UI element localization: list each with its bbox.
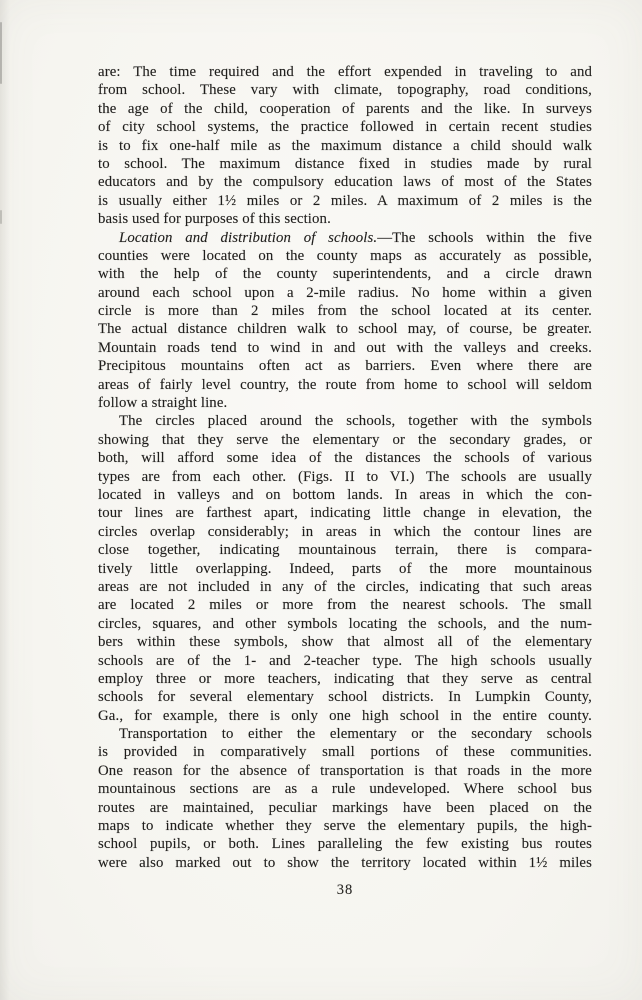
text-segment: The actual distance children walk to school may, of course, be greater.	[98, 321, 592, 338]
text-segment: were also marked out to show the territory located within 1½ miles	[98, 854, 592, 871]
text-segment: circle is more than 2 miles from the school located at its center.	[98, 303, 592, 320]
text-segment: are located 2 miles or more from the nearest schools. The small	[98, 597, 592, 614]
text-line	[98, 339, 592, 357]
text-line	[98, 63, 592, 81]
text-segment: Mountain roads tend to wind in and out with the valleys and creeks.	[98, 339, 592, 356]
text-line	[98, 284, 592, 302]
text-line	[98, 320, 592, 338]
text-segment: the age of the child, cooperation of parents and the like. In surveys	[98, 100, 592, 117]
text-line	[98, 449, 592, 467]
text-line	[98, 376, 592, 394]
text-line	[98, 835, 592, 853]
text-line	[98, 652, 592, 670]
text-line	[98, 394, 592, 412]
text-segment: circles overlap considerably; in areas in which the contour lines are	[98, 523, 592, 540]
text-segment: counties were located on the county maps as accurately as possible,	[98, 247, 592, 264]
paragraph	[98, 229, 592, 413]
text-segment: tour lines are farthest apart, indicating little change in elevation, the	[98, 505, 592, 522]
text-line	[98, 302, 592, 320]
text-segment: are: The time required and the effort expended in traveling to and	[98, 64, 592, 80]
text-segment: areas of fairly level country, the route from home to school will seldom	[98, 376, 592, 393]
paragraph	[98, 725, 592, 872]
text-segment: around each school upon a 2-mile radius. No home within a given	[98, 284, 592, 301]
text-segment: from school. These vary with climate, topography, road conditions,	[98, 82, 592, 99]
text-line	[98, 100, 592, 118]
text-segment: schools for several elementary school districts. In Lumpkin County,	[98, 689, 592, 706]
text-line	[98, 118, 592, 136]
text-segment: schools are of the 1- and 2-teacher type. The high schools usually	[98, 652, 592, 669]
text-segment: follow a straight line.	[98, 395, 228, 412]
text-line	[98, 523, 592, 541]
text-segment: with the help of the county superintendents, and a circle drawn	[98, 266, 592, 283]
text-line	[98, 412, 592, 430]
text-line	[98, 155, 592, 173]
text-segment: both, will afford some idea of the distances the schools of various	[98, 450, 592, 467]
text-line	[98, 247, 592, 265]
scan-edge-shadow	[0, 0, 10, 1000]
text-line	[98, 578, 592, 596]
text-segment: maps to indicate whether they serve the elementary pupils, the high-	[98, 818, 592, 835]
text-line	[98, 762, 592, 780]
text-segment: mountainous sections are as a rule undeveloped. Where school bus	[98, 781, 592, 798]
text-line	[98, 431, 592, 449]
text-segment: bers within these symbols, show that almost all of the elementary	[98, 634, 592, 651]
text-segment: is provided in comparatively small portions of these communities.	[98, 744, 592, 761]
text-line	[98, 725, 592, 743]
text-segment: areas are not included in any of the circles, indicating that such areas	[98, 578, 592, 595]
text-segment: of city school systems, the practice followed in certain recent studies	[98, 119, 592, 136]
text-segment: routes are maintained, peculiar markings have been placed on the	[98, 799, 592, 816]
page-number: 38	[336, 882, 354, 898]
text-segment: basis used for purposes of this section.	[98, 211, 331, 228]
text-line	[98, 468, 592, 486]
scan-edge-artifact	[0, 22, 2, 84]
text-line	[98, 229, 592, 247]
text-line	[98, 357, 592, 375]
text-line	[98, 486, 592, 504]
text-line	[98, 615, 592, 633]
text-segment: Ga., for example, there is only one high school in the entire county.	[98, 707, 592, 724]
text-line	[98, 854, 592, 872]
text-line	[98, 192, 592, 210]
text-segment: The circles placed around the schools, together with the symbols	[119, 413, 592, 430]
text-line	[98, 670, 592, 688]
text-line	[98, 81, 592, 99]
page-text-block	[98, 63, 592, 872]
text-segment: One reason for the absence of transportation is that roads in the more	[98, 762, 592, 779]
text-segment: close together, indicating mountainous terrain, there is compara-	[98, 542, 592, 559]
text-line	[98, 633, 592, 651]
text-segment: educators and by the compulsory education laws of most of the States	[98, 174, 592, 191]
paragraph	[98, 412, 592, 725]
text-line	[98, 780, 592, 798]
text-segment: school pupils, or both. Lines paralleling the few existing bus routes	[98, 836, 592, 853]
text-line	[98, 707, 592, 725]
text-segment: Transportation to either the elementary or the secondary schools	[119, 726, 592, 743]
text-line	[98, 817, 592, 835]
text-line	[98, 799, 592, 817]
text-segment: located in valleys and on bottom lands. In areas in which the con-	[98, 486, 592, 503]
text-line	[98, 688, 592, 706]
paragraph	[98, 63, 592, 229]
text-line	[98, 173, 592, 191]
text-line	[98, 560, 592, 578]
text-segment: employ three or more teachers, indicating that they serve as central	[98, 670, 592, 687]
text-segment: is to fix one-half mile as the maximum distance a child should walk	[98, 137, 592, 154]
text-segment: is usually either 1½ miles or 2 miles. A maximum of 2 miles is the	[98, 192, 592, 209]
text-segment: circles, squares, and other symbols locating the schools, and the num-	[98, 615, 592, 632]
italic-text-segment: Location and distribution of schools.	[119, 229, 378, 246]
text-segment: —The schools within the five	[377, 229, 592, 246]
text-segment: Precipitous mountains often act as barriers. Even where there are	[98, 358, 592, 375]
text-line	[98, 137, 592, 155]
text-line	[98, 210, 592, 228]
text-line	[98, 504, 592, 522]
text-segment: types are from each other. (Figs. II to VI.) The schools are usually	[98, 468, 592, 485]
text-segment: to school. The maximum distance fixed in studies made by rural	[98, 155, 592, 172]
text-line	[98, 743, 592, 761]
text-segment: tively little overlapping. Indeed, parts of the more mountainous	[98, 560, 592, 577]
text-line	[98, 541, 592, 559]
text-segment: showing that they serve the elementary or the secondary grades, or	[98, 431, 592, 448]
text-line	[98, 596, 592, 614]
text-line	[98, 265, 592, 283]
scan-edge-artifact	[0, 210, 2, 224]
